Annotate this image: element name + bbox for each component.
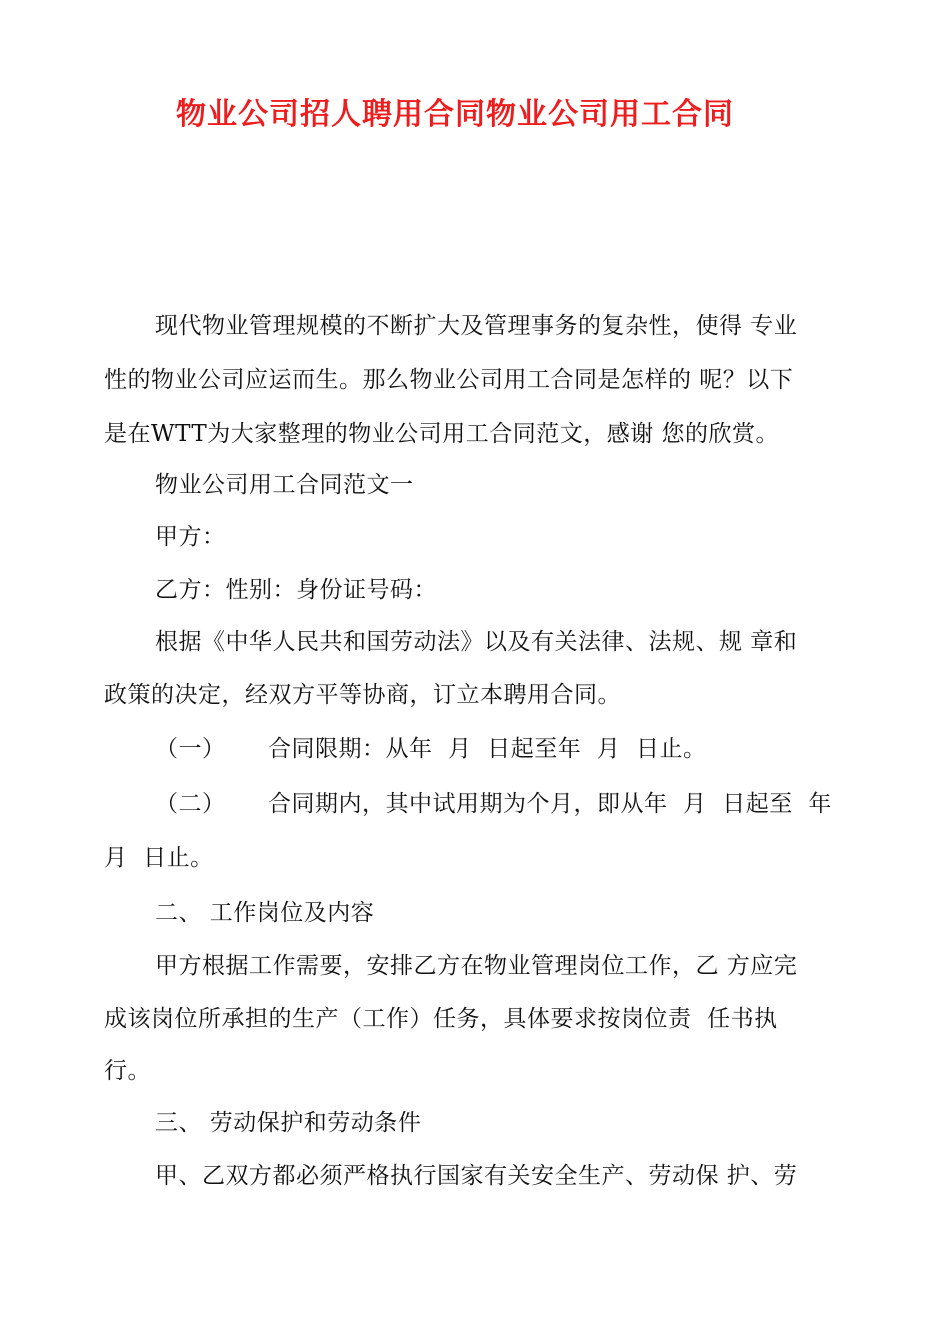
section-heading: 物业公司用工合同范文一 (155, 472, 414, 498)
paragraph-line: 根据《中华人民共和国劳动法》以及有关法律、法规、规 章和 (155, 629, 798, 655)
section-heading: 三、 劳动保护和劳动条件 (155, 1110, 422, 1136)
paragraph-line: 性的物业公司应运而生。那么物业公司用工合同是怎样的 呢？以下 (104, 367, 794, 393)
paragraph-line: 甲方根据工作需要，安排乙方在物业管理岗位工作，乙 方应完 (155, 953, 798, 979)
clause-number: （一） (155, 736, 226, 762)
section-heading: 二、 工作岗位及内容 (155, 900, 375, 926)
paragraph-line: 政策的决定，经双方平等协商，订立本聘用合同。 (104, 682, 621, 708)
clause-number: （二） (155, 791, 226, 817)
clause-text: 合同期内，其中试用期为个月，即从年 月 日起至 年 (268, 791, 832, 817)
paragraph-line: 行。 (104, 1058, 151, 1084)
paragraph-line: 成该岗位所承担的生产（工作）任务，具体要求按岗位责 任书执 (104, 1006, 778, 1032)
paragraph-line: 甲、乙双方都必须严格执行国家有关安全生产、劳动保 护、劳 (155, 1163, 798, 1189)
clause-text: 月 日止。 (104, 845, 214, 871)
document-title: 物业公司招人聘用合同物业公司用工合同 (176, 97, 734, 132)
party-a-label: 甲方： (155, 524, 226, 550)
paragraph-line: 现代物业管理规模的不断扩大及管理事务的复杂性，使得 专业 (155, 313, 798, 339)
paragraph-line: 是在WTT为大家整理的物业公司用工合同范文，感谢 您的欣赏。 (104, 421, 780, 447)
party-b-label: 乙方：性别：身份证号码： (155, 577, 437, 603)
clause-text: 合同限期：从年 月 日起至年 月 日止。 (268, 736, 707, 762)
